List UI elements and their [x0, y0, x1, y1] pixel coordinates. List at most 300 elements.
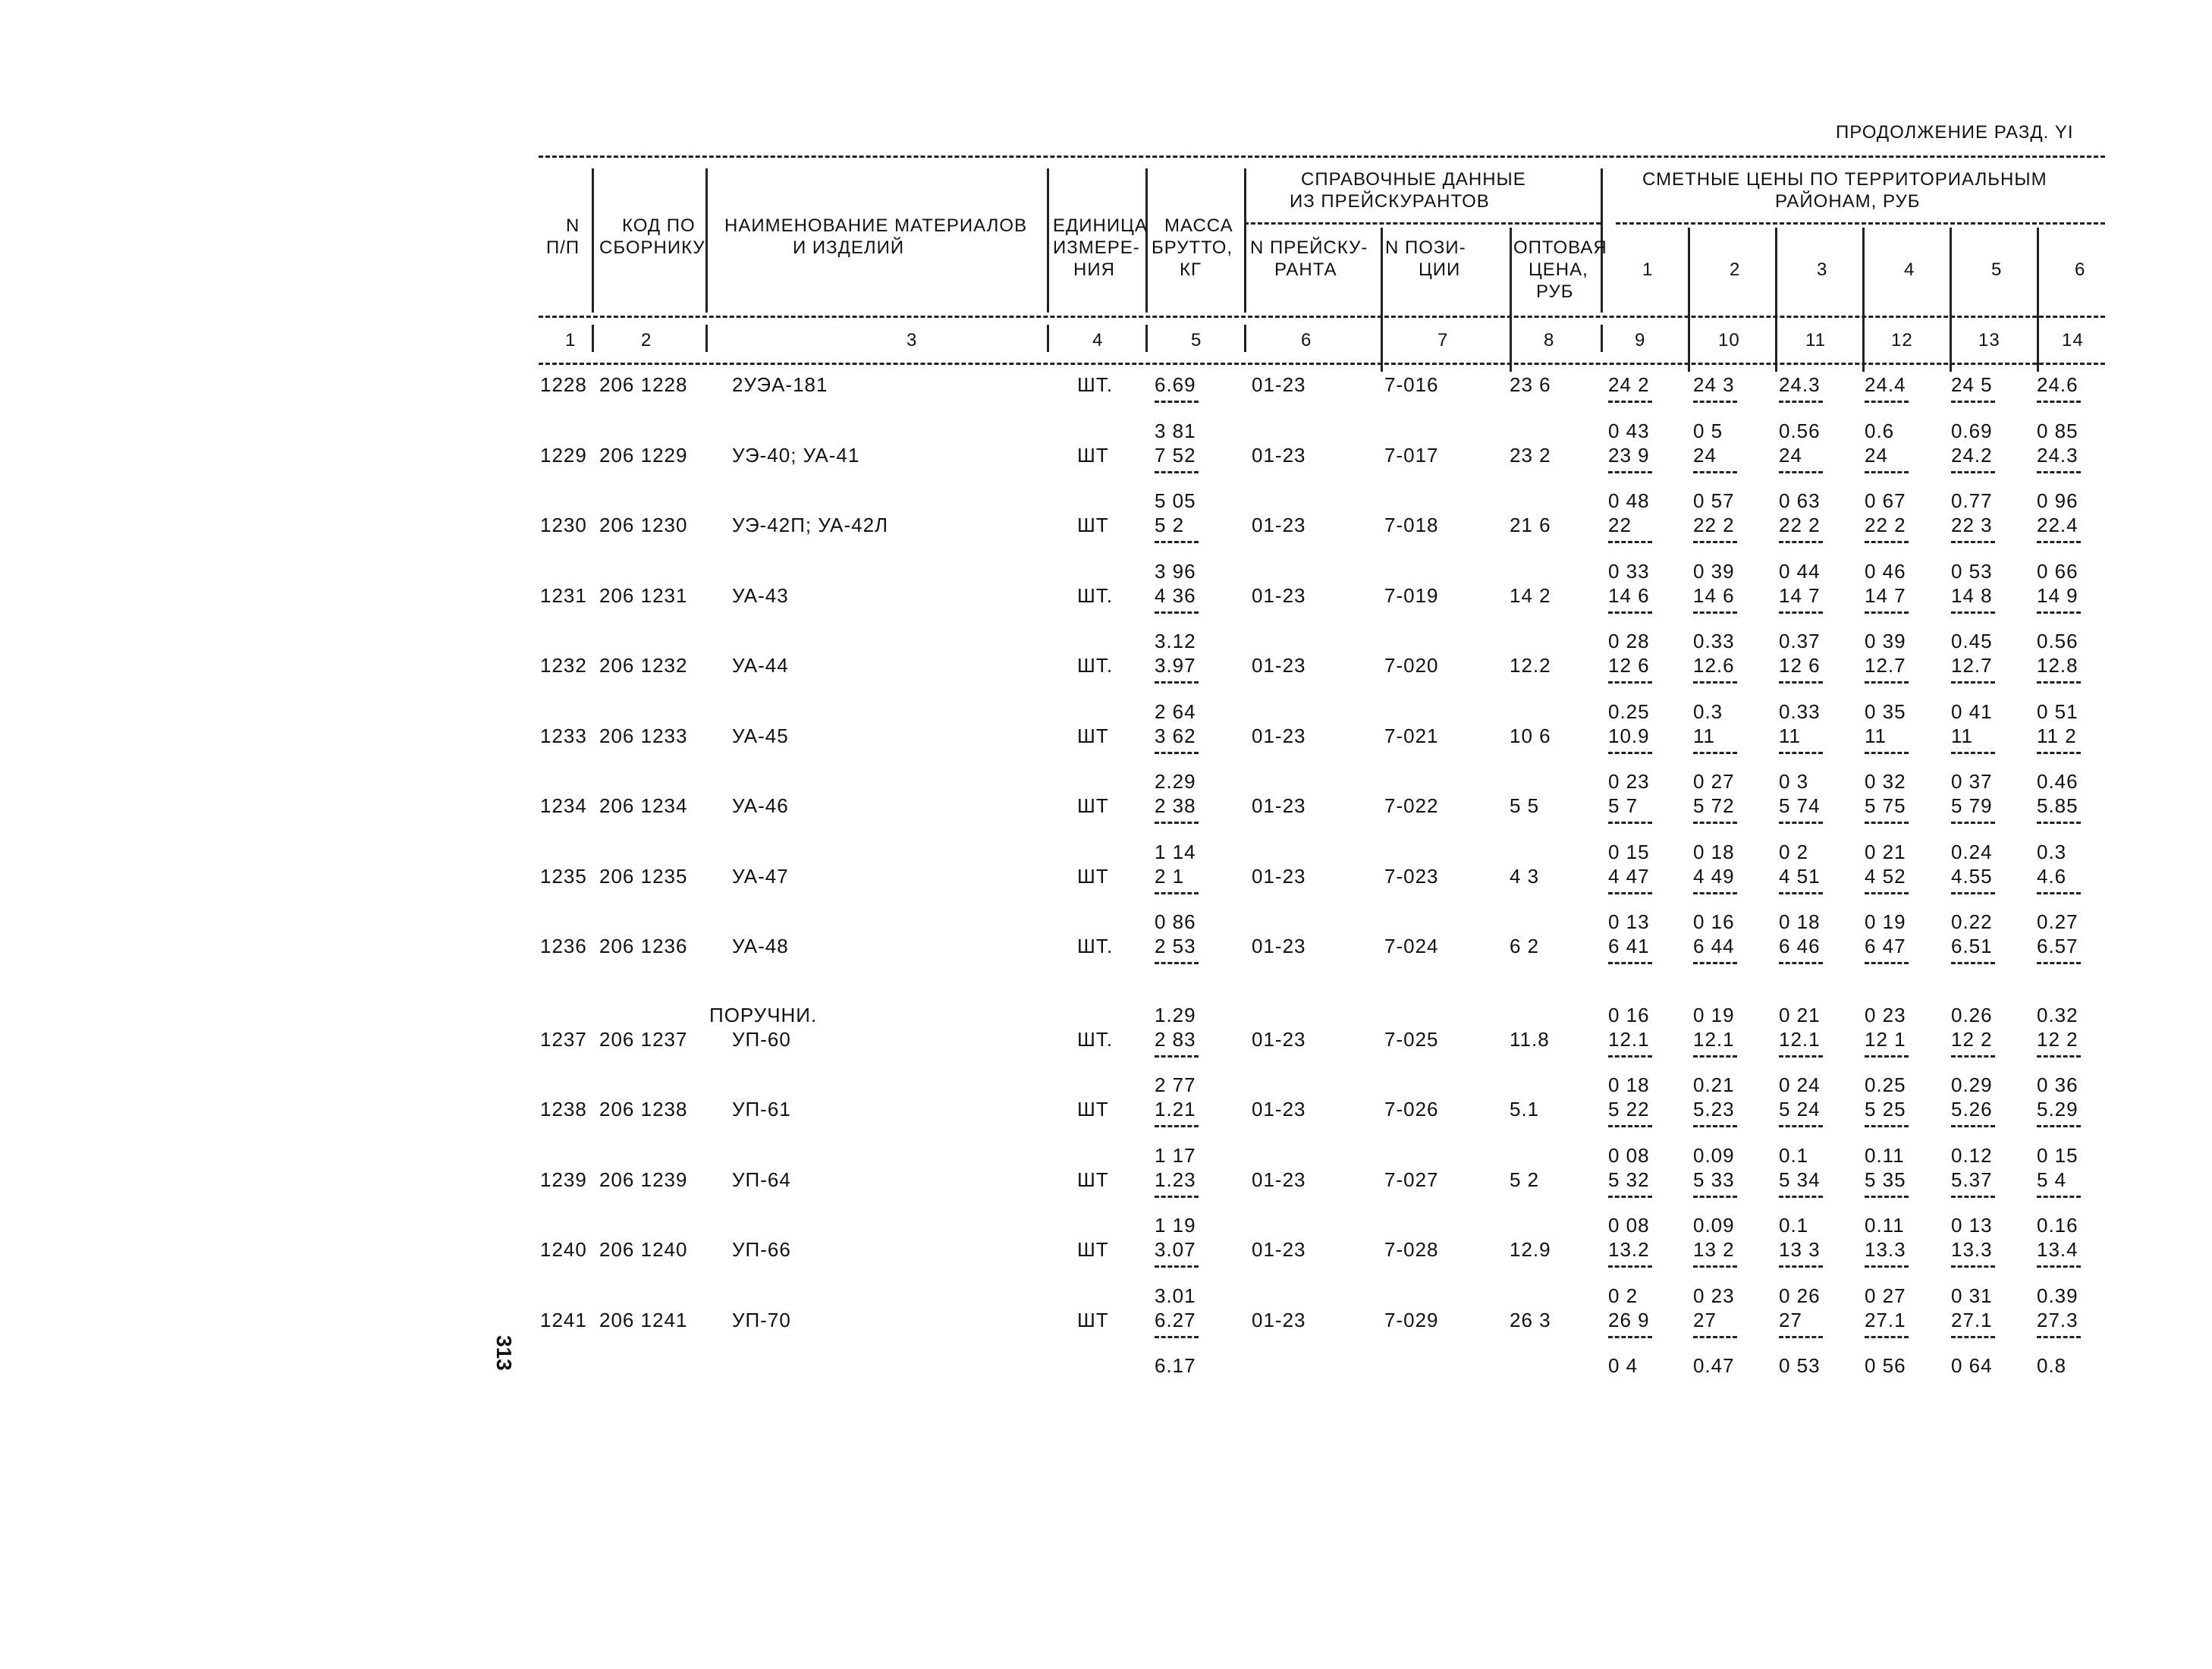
region-prev-value: 0.32: [2037, 1003, 2078, 1026]
region-prev-value: 0 46: [1865, 559, 1906, 583]
fraction-line: [1779, 1055, 1823, 1058]
fraction-line: [1608, 1055, 1652, 1058]
region-prev-value: 0 2: [1779, 840, 1809, 863]
region-prev-value: 0 13: [1608, 910, 1650, 933]
fraction-line: [2037, 611, 2081, 614]
region-price: 12.7: [1951, 654, 1993, 677]
region-prev-value: 0 26: [1779, 1284, 1821, 1307]
row-code: 206 1236: [599, 935, 688, 957]
row-position: 7-023: [1384, 864, 1439, 888]
row-name: УА-48: [732, 935, 789, 957]
fraction-line: [1779, 962, 1823, 964]
region-price: 14 8: [1951, 583, 1993, 607]
header-ref: СПРАВОЧНЫЕ ДАННЫЕ: [1301, 169, 1526, 190]
row-code: 206 1238: [599, 1098, 688, 1121]
row-code: 206 1239: [599, 1168, 688, 1191]
row-mass: 3.07: [1155, 1238, 1196, 1261]
fraction-line: [1608, 611, 1652, 614]
region-prev-value: 0 85: [2037, 419, 2078, 442]
fraction-line: [2037, 1055, 2081, 1058]
region-price: 12 6: [1608, 654, 1650, 677]
region-prev-value: 0 64: [1951, 1354, 1993, 1377]
row-name: УА-43: [732, 583, 789, 607]
region-prev-value: 0 57: [1693, 489, 1735, 512]
row-position: 7-017: [1384, 443, 1439, 467]
region-prev-value: 0.29: [1951, 1073, 1993, 1096]
fraction-line: [1608, 892, 1652, 894]
region-prev-value: 0 19: [1693, 1003, 1735, 1026]
fraction-line: [1693, 892, 1737, 894]
row-name: УЭ-42П; УА-42Л: [732, 514, 889, 536]
colnum-separator: [1510, 325, 1512, 352]
region-prev-value: 0 44: [1779, 559, 1821, 583]
fraction-line: [1779, 1265, 1823, 1268]
mass-prev-value: 3 96: [1155, 559, 1196, 583]
mass-prev-value: 0 86: [1155, 910, 1196, 933]
region-prev-value: 0.25: [1865, 1073, 1906, 1096]
header-n-pp: N: [566, 215, 580, 236]
region-price: 4 52: [1865, 864, 1906, 888]
region-price: 27.1: [1865, 1308, 1906, 1331]
region-price: 24 3: [1693, 373, 1735, 396]
region-prev-value: 0.77: [1951, 489, 1993, 512]
fraction-line: [1951, 1265, 1995, 1268]
region-prev-value: 0 19: [1865, 910, 1906, 933]
fraction-line: [1155, 962, 1199, 964]
continuation-label: ПРОДОЛЖЕНИЕ РАЗД. YI: [1836, 122, 2074, 143]
region-price: 24 2: [1608, 373, 1650, 396]
row-pricelist: 01-23: [1252, 1168, 1306, 1191]
region-price: 11: [1779, 724, 1801, 747]
region-price: 4 49: [1693, 864, 1735, 888]
fraction-line: [1155, 752, 1199, 754]
row-code: 206 1240: [599, 1238, 688, 1261]
column-number: 10: [1718, 330, 1740, 350]
fraction-line: [2037, 1196, 2081, 1198]
row-position: 7-021: [1384, 724, 1439, 747]
region-price: 5 33: [1693, 1168, 1735, 1191]
region-prev-value: 0.56: [2037, 630, 2078, 652]
column-number: 2: [641, 330, 652, 350]
row-unit: ШТ: [1077, 724, 1109, 747]
region-price: 14 7: [1865, 583, 1906, 607]
header-pricelist: N ПРЕЙСКУ-: [1250, 237, 1368, 258]
region-price: 12 6: [1779, 654, 1821, 677]
region-price: 5.37: [1951, 1168, 1993, 1191]
fraction-line: [1155, 471, 1199, 473]
row-number: 1238: [540, 1098, 587, 1121]
row-name: УП-64: [732, 1168, 791, 1191]
region-price: 12.1: [1608, 1027, 1650, 1051]
region-price: 12.1: [1779, 1027, 1821, 1051]
row-wholesale: 5 5: [1510, 794, 1540, 817]
row-code: 206 1229: [599, 443, 688, 467]
region-prev-value: 0 21: [1779, 1003, 1821, 1026]
row-unit: ШТ: [1077, 1168, 1109, 1191]
row-code: 206 1230: [599, 514, 688, 536]
column-number: 14: [2062, 330, 2084, 350]
fraction-line: [2037, 822, 2081, 824]
region-prev-value: 0 33: [1608, 559, 1650, 583]
colnum-separator: [1145, 325, 1148, 352]
region-prev-value: 0 43: [1608, 419, 1650, 442]
region-prev-value: 0 35: [1865, 699, 1906, 723]
row-code: 206 1235: [599, 864, 688, 888]
region-prev-value: 0 56: [1865, 1354, 1906, 1377]
region-prev-value: 0.47: [1693, 1354, 1735, 1377]
row-mass: 3.97: [1155, 654, 1196, 677]
row-number: 1233: [540, 724, 587, 747]
region-price: 27.3: [2037, 1308, 2078, 1331]
header-code: СБОРНИКУ: [599, 237, 705, 258]
row-name: 2УЭА-181: [732, 373, 828, 396]
fraction-line: [1779, 822, 1823, 824]
fraction-line: [1779, 401, 1823, 403]
region-prev-value: 0.33: [1693, 630, 1735, 652]
row-unit: ШТ: [1077, 864, 1109, 888]
region-prev-value: 0 18: [1779, 910, 1821, 933]
region-price: 11: [1693, 724, 1715, 747]
row-position: 7-019: [1384, 583, 1439, 607]
fraction-line: [1608, 681, 1652, 684]
fraction-line: [1779, 892, 1823, 894]
row-wholesale: 12.2: [1510, 654, 1551, 677]
region-price: 24.3: [2037, 443, 2078, 467]
header-top-rule: [539, 156, 2105, 158]
region-price: 26 9: [1608, 1308, 1650, 1331]
region-price: 5 22: [1608, 1098, 1650, 1121]
row-mass: 4 36: [1155, 583, 1196, 607]
region-price: 6.51: [1951, 935, 1993, 957]
header-separator: [1244, 168, 1246, 313]
region-price: 5.26: [1951, 1098, 1993, 1121]
region-price: 24.6: [2037, 373, 2078, 396]
region-price: 6 41: [1608, 935, 1650, 957]
row-unit: ШТ: [1077, 1308, 1109, 1331]
fraction-line: [1951, 1055, 1995, 1058]
region-price: 5 32: [1608, 1168, 1650, 1191]
region-prev-value: 0.16: [2037, 1214, 2078, 1237]
fraction-line: [1693, 752, 1737, 754]
column-number: 1: [565, 330, 577, 350]
colnum-separator: [1688, 325, 1690, 352]
fraction-line: [1155, 1196, 1199, 1198]
region-price: 24.3: [1779, 373, 1821, 396]
region-price: 12.8: [2037, 654, 2078, 677]
region-price: 5.85: [2037, 794, 2078, 817]
mass-prev-value: 1 14: [1155, 840, 1196, 863]
region-prev-value: 0 23: [1608, 770, 1650, 793]
row-pricelist: 01-23: [1252, 1027, 1306, 1051]
fraction-line: [1608, 471, 1652, 473]
region-price: 6 46: [1779, 935, 1821, 957]
region-prev-value: 0 18: [1693, 840, 1735, 863]
fraction-line: [1951, 1196, 1995, 1198]
fraction-line: [1693, 1336, 1737, 1338]
row-mass: 6.27: [1155, 1308, 1196, 1331]
fraction-line: [1608, 401, 1652, 403]
region-prev-value: 0.56: [1779, 419, 1821, 442]
row-code: 206 1233: [599, 724, 688, 747]
region-price: 4.6: [2037, 864, 2067, 888]
region-prev-value: 0 39: [1865, 630, 1906, 652]
fraction-line: [1693, 541, 1737, 543]
row-position: 7-026: [1384, 1098, 1439, 1121]
region-price: 13.2: [1608, 1238, 1650, 1261]
fraction-line: [1608, 1125, 1652, 1127]
row-pricelist: 01-23: [1252, 935, 1306, 957]
header-pricelist: РАНТА: [1274, 259, 1337, 280]
region-price: 22 2: [1779, 514, 1821, 536]
header-region: 1: [1642, 259, 1654, 280]
region-price: 14 6: [1693, 583, 1735, 607]
region-price: 22 2: [1865, 514, 1906, 536]
row-unit: ШТ.: [1077, 654, 1114, 677]
row-unit: ШТ: [1077, 1238, 1109, 1261]
region-price: 23 9: [1608, 443, 1650, 467]
fraction-line: [1865, 1125, 1909, 1127]
region-prev-value: 0.21: [1693, 1073, 1735, 1096]
region-price: 5 35: [1865, 1168, 1906, 1191]
colnum-separator: [1950, 325, 1952, 352]
mass-prev-value: 2.29: [1155, 770, 1196, 793]
row-wholesale: 23 6: [1510, 373, 1551, 396]
region-prev-value: 0 15: [2037, 1143, 2078, 1167]
fraction-line: [1155, 892, 1199, 894]
fraction-line: [1865, 611, 1909, 614]
colnum-separator: [705, 325, 708, 352]
fraction-line: [1865, 1196, 1909, 1198]
region-prev-value: 0 16: [1693, 910, 1735, 933]
row-number: 1230: [540, 514, 587, 536]
region-prev-value: 0 41: [1951, 699, 1993, 723]
region-price: 24: [1865, 443, 1888, 467]
mass-prev-value: 3.01: [1155, 1284, 1196, 1307]
row-mass: 7 52: [1155, 443, 1196, 467]
region-price: 6.57: [2037, 935, 2078, 957]
row-pricelist: 01-23: [1252, 1098, 1306, 1121]
colnum-separator: [1244, 325, 1246, 352]
region-prev-value: 0 23: [1693, 1284, 1735, 1307]
header-bottom-rule: [539, 316, 2105, 318]
region-prev-value: 0.33: [1779, 699, 1821, 723]
fraction-line: [1951, 1336, 1995, 1338]
region-prev-value: 0.6: [1865, 419, 1895, 442]
row-mass: 5 2: [1155, 514, 1185, 536]
region-price: 11: [1865, 724, 1887, 747]
header-unit: ЕДИНИЦА: [1053, 215, 1148, 236]
fraction-line: [1155, 611, 1199, 614]
row-mass: 1.23: [1155, 1168, 1196, 1191]
row-position: 7-029: [1384, 1308, 1439, 1331]
region-price: 27: [1693, 1308, 1717, 1331]
header-position: N ПОЗИ-: [1385, 237, 1466, 258]
column-number: 9: [1635, 330, 1646, 350]
header-sub-rule-ref: [1244, 222, 1601, 225]
region-price: 12.7: [1865, 654, 1906, 677]
region-price: 13 2: [1693, 1238, 1735, 1261]
region-prev-value: 0.39: [2037, 1284, 2078, 1307]
region-price: 10.9: [1608, 724, 1650, 747]
fraction-line: [1779, 471, 1823, 473]
header-wholesale: ОПТОВАЯ: [1513, 237, 1607, 258]
row-code: 206 1231: [599, 583, 688, 607]
fraction-line: [1693, 822, 1737, 824]
fraction-line: [1608, 1336, 1652, 1338]
header-mass: МАССА: [1164, 215, 1233, 236]
region-price: 12 1: [1865, 1027, 1906, 1051]
region-prev-value: 0 27: [1693, 770, 1735, 793]
fraction-line: [1693, 611, 1737, 614]
fraction-line: [1865, 1265, 1909, 1268]
region-prev-value: 0.09: [1693, 1214, 1735, 1237]
region-price: 12.1: [1693, 1027, 1735, 1051]
row-wholesale: 10 6: [1510, 724, 1551, 747]
fraction-line: [1865, 681, 1909, 684]
region-prev-value: 0 67: [1865, 489, 1906, 512]
colnum-separator: [1381, 325, 1383, 352]
region-price: 5 4: [2037, 1168, 2067, 1191]
row-position: 7-027: [1384, 1168, 1439, 1191]
region-price: 24.4: [1865, 373, 1906, 396]
region-price: 22 3: [1951, 514, 1993, 536]
row-name: УА-47: [732, 864, 789, 888]
fraction-line: [2037, 541, 2081, 543]
fraction-line: [1951, 541, 1995, 543]
header-separator: [1145, 168, 1148, 313]
row-wholesale: 5 2: [1510, 1168, 1540, 1191]
fraction-line: [1693, 471, 1737, 473]
fraction-line: [1779, 681, 1823, 684]
mass-prev-value: 6.17: [1155, 1354, 1196, 1377]
fraction-line: [2037, 681, 2081, 684]
region-price: 5 24: [1779, 1098, 1821, 1121]
row-mass: 2 83: [1155, 1027, 1196, 1051]
region-prev-value: 0 5: [1693, 419, 1723, 442]
row-position: 7-020: [1384, 654, 1439, 677]
region-price: 22: [1608, 514, 1632, 536]
header-region: 6: [2075, 259, 2086, 280]
row-wholesale: 21 6: [1510, 514, 1551, 536]
region-prev-value: 0 32: [1865, 770, 1906, 793]
region-prev-value: 0 96: [2037, 489, 2078, 512]
region-prev-value: 0 48: [1608, 489, 1650, 512]
column-number: 4: [1092, 330, 1104, 350]
column-number: 13: [1978, 330, 2000, 350]
row-number: 1231: [540, 583, 587, 607]
header-region: 2: [1730, 259, 1741, 280]
row-wholesale: 14 2: [1510, 583, 1551, 607]
region-price: 5 25: [1865, 1098, 1906, 1121]
region-price: 12.6: [1693, 654, 1735, 677]
region-prev-value: 0 36: [2037, 1073, 2078, 1096]
region-prev-value: 0 63: [1779, 489, 1821, 512]
row-pricelist: 01-23: [1252, 373, 1306, 396]
mass-prev-value: 2 64: [1155, 699, 1196, 723]
region-price: 12 2: [1951, 1027, 1993, 1051]
region-prev-value: 0.11: [1865, 1143, 1905, 1167]
fraction-line: [1155, 1125, 1199, 1127]
region-prev-value: 0 53: [1951, 559, 1993, 583]
fraction-line: [1155, 1055, 1199, 1058]
colnum-separator: [1862, 325, 1865, 352]
column-number: 5: [1191, 330, 1202, 350]
fraction-line: [1155, 401, 1199, 403]
row-pricelist: 01-23: [1252, 794, 1306, 817]
row-name: УЭ-40; УА-41: [732, 443, 860, 467]
mass-prev-value: 1 17: [1155, 1143, 1196, 1167]
row-code: 206 1232: [599, 654, 688, 677]
column-number: 12: [1891, 330, 1913, 350]
header-unit: ИЗМЕРЕ-: [1053, 237, 1140, 258]
region-price: 4 51: [1779, 864, 1821, 888]
region-prev-value: 0.3: [1693, 699, 1723, 723]
region-prev-value: 0.11: [1865, 1214, 1905, 1237]
column-number: 7: [1437, 330, 1449, 350]
fraction-line: [1865, 752, 1909, 754]
fraction-line: [1693, 1125, 1737, 1127]
header-region: 5: [1991, 259, 2003, 280]
region-prev-value: 0.26: [1951, 1003, 1993, 1026]
row-code: 206 1228: [599, 373, 688, 396]
row-name: УП-70: [732, 1308, 791, 1331]
fraction-line: [1951, 1125, 1995, 1127]
fraction-line: [1693, 1265, 1737, 1268]
fraction-line: [1779, 1196, 1823, 1198]
fraction-line: [1155, 681, 1199, 684]
header-separator: [1047, 168, 1049, 313]
fraction-line: [1865, 892, 1909, 894]
row-mass: 1.21: [1155, 1098, 1196, 1121]
row-position: 7-028: [1384, 1238, 1439, 1261]
header-region: 3: [1817, 259, 1828, 280]
region-prev-value: 0 3: [1779, 770, 1809, 793]
row-name: УП-60: [732, 1027, 791, 1051]
row-position: 7-016: [1384, 373, 1439, 396]
fraction-line: [1779, 1125, 1823, 1127]
fraction-line: [1693, 1196, 1737, 1198]
row-unit: ШТ: [1077, 514, 1109, 536]
region-prev-value: 0 21: [1865, 840, 1906, 863]
row-number: 1237: [540, 1027, 587, 1051]
header-name: НАИМЕНОВАНИЕ МАТЕРИАЛОВ: [724, 215, 1028, 236]
region-prev-value: 0 18: [1608, 1073, 1650, 1096]
fraction-line: [2037, 1265, 2081, 1268]
row-name: УА-45: [732, 724, 789, 747]
colnum-separator: [2037, 325, 2039, 352]
fraction-line: [2037, 892, 2081, 894]
mass-prev-value: 5 05: [1155, 489, 1196, 512]
fraction-line: [1865, 1055, 1909, 1058]
region-prev-value: 0.69: [1951, 419, 1993, 442]
row-wholesale: 5.1: [1510, 1098, 1540, 1121]
row-position: 7-025: [1384, 1027, 1439, 1051]
fraction-line: [1608, 1265, 1652, 1268]
mass-prev-value: 1 19: [1155, 1214, 1196, 1237]
fraction-line: [1779, 611, 1823, 614]
region-price: 13.3: [1865, 1238, 1906, 1261]
region-price: 4 47: [1608, 864, 1650, 888]
region-price: 4.55: [1951, 864, 1993, 888]
row-number: 1232: [540, 654, 587, 677]
region-prev-value: 0.24: [1951, 840, 1993, 863]
region-price: 13.4: [2037, 1238, 2078, 1261]
region-prev-value: 0 15: [1608, 840, 1650, 863]
region-price: 22 2: [1693, 514, 1735, 536]
fraction-line: [1951, 401, 1995, 403]
region-prev-value: 0 39: [1693, 559, 1735, 583]
region-prev-value: 0 27: [1865, 1284, 1906, 1307]
